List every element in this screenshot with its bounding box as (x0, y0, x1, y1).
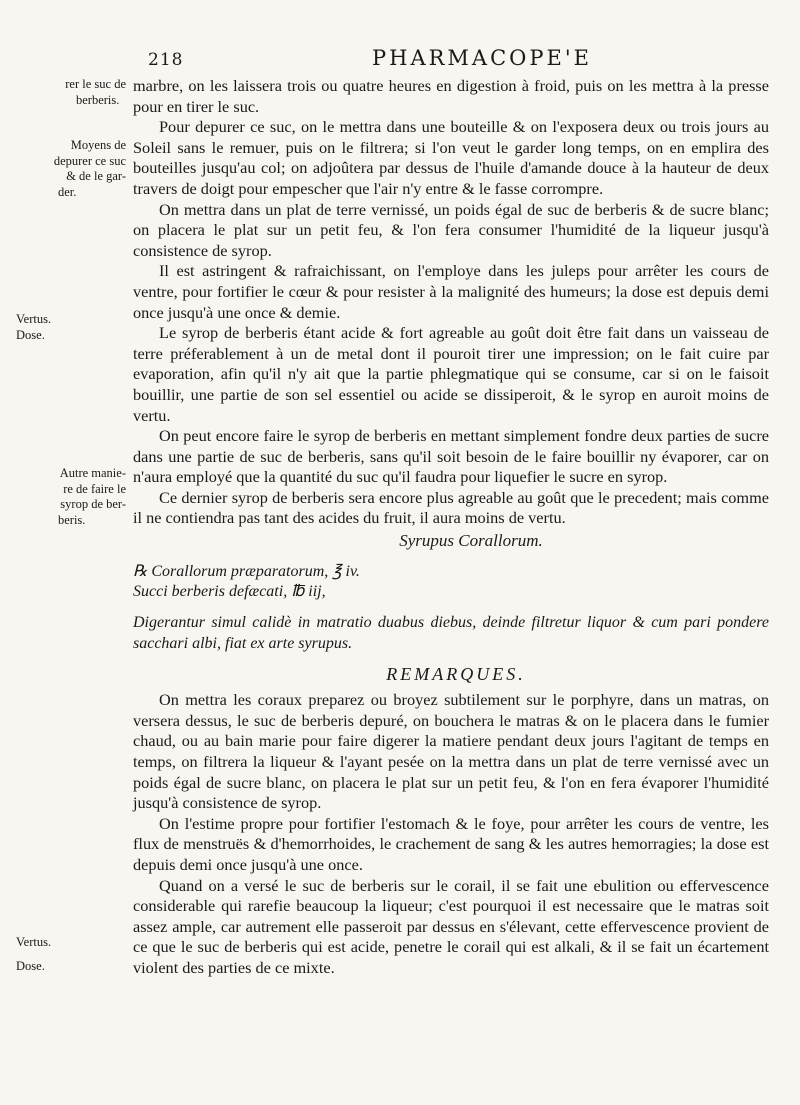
margin-note-line: beris. (58, 512, 86, 527)
recipe-line: Succi berberis defæcati, ℔ iij, (133, 582, 326, 600)
margin-note-line: re de faire le (63, 481, 126, 496)
paragraph: Le syrop de berberis étant acide & fort agreable au goût doit être fait dans un vaisseau de terre préferablement à un de metal dont il pouroit tirer une impression; on le fait cuire par evaporation, afin qu'il n'y ait que la partie phlegmatique qui se consume, car si on le faisoit bouillir, une partie de son sel essentiel ou acide se dissiperoit, & le syrop en auroit moins de vertu. (133, 323, 769, 425)
margin-note-autre-maniere (16, 466, 126, 528)
margin-note-line: Dose. (16, 327, 45, 342)
paragraph: On mettra les coraux preparez ou broyez subtilement sur le porphyre, dans un matras, on versera dessus, le suc de berberis depuré, on bouchera le matras & on le placera dans le fumier chaud, ou au bain marie pour faire digerer la matiere pendant deux jours l'agitant de temps en temps, on filtrera la liqueur & l'ayant pesée on la mettra dans un plat de terre vernissé avec un poids égal de sucre blanc, on placera le plat sur un petit feu, & l'on en fera évaporer l'humidité jusqu'à consistence de syrop. (133, 690, 769, 813)
paragraph: Il est astringent & rafraichissant, on l'employe dans les juleps pour arrêter les cours de ventre, pour fortifier le cœur & pour resister à la malignité des humeurs; la dose est depuis demi once jusqu'à une once & demie. (133, 261, 769, 322)
running-head: PHARMACOPE'E (372, 46, 592, 70)
margin-note-line: Vertus. (16, 312, 52, 326)
paragraph: On peut encore faire le syrop de berberis en mettant simplement fondre deux parties de sucre dans une partie de suc de berberis, sans qu'il soit besoin de le faire bouillir ny évaporer, car on n'aura employé que la quantité du suc qu'il faudra pour liquefier le sucre en syrop. (133, 426, 769, 487)
recipe-title: Syrupus Corallorum. (399, 531, 543, 551)
paragraph: Pour depurer ce suc, on le mettra dans une bouteille & on l'exposera deux ou trois jours au Soleil sans le remuer, puis on le filtrera; si l'on veut le garder long temps, on en emplira des bouteilles jusqu'au col; on adjoûtera par dessus de l'huile d'amande douce à la hauteur de deux travers de doigt pour empescher que l'air n'y entre & le fasse corrompre. (133, 117, 769, 198)
recipe-line: ℞ Corallorum præparatorum, ℥ iv. (133, 562, 360, 580)
paragraph: Ce dernier syrop de berberis sera encore plus agreable au goût que le precedent; mais comme il ne contiendra pas tant des acides du fruit, il aura moins de vertu. (133, 487, 769, 528)
paragraph: Quand on a versé le suc de berberis sur le corail, il se fait une ebulition ou effervescence considerable qui rarefie beaucoup la liqueur; c'est pourquoi il est necessaire que le matras soit assez ample, car autrement elle passeroit par dessus en s'élevant, cette effervescence provient de ce que le suc de berberis qui est acide, penetre le corail qui est alkali, & il se fait un écartement violent des parties de ce mixte. (133, 875, 769, 977)
margin-note-line: berberis. (76, 92, 120, 107)
recipe-ingredients (133, 562, 769, 602)
margin-note-line: syrop de ber- (60, 497, 126, 511)
margin-notes (0, 0, 132, 1105)
margin-note-line: Autre manie- (59, 466, 126, 480)
margin-note-line: & de le gar- (66, 169, 126, 183)
margin-note-line: depurer ce suc (53, 153, 126, 168)
margin-note-vertus-dose-1 (0, 312, 126, 343)
margin-note-berberis (16, 77, 126, 108)
margin-note-depurer (16, 138, 126, 200)
body-text (133, 76, 769, 979)
margin-note-line: Dose. (16, 959, 45, 973)
margin-note-vertus-dose-2 (0, 930, 126, 978)
margin-note-line: rer le suc de (65, 77, 126, 91)
margin-note-line: der. (58, 184, 77, 199)
section-heading: REMARQUES. (386, 663, 526, 684)
margin-note-line: Vertus. (16, 935, 52, 949)
paragraph: On mettra dans un plat de terre vernissé, un poids égal de suc de berberis & de sucre blanc; on placera le plat sur un petit feu, & l'on fera consumer l'humidité de la liqueur jusqu'à consistence de syrop. (133, 199, 769, 260)
paragraph: marbre, on les laissera trois ou quatre heures en digestion à froid, puis on les mettra à la presse pour en tirer le suc. (133, 76, 769, 116)
margin-note-line: Moyens de (70, 138, 126, 152)
page-number: 218 (148, 50, 184, 70)
paragraph: On l'estime propre pour fortifier l'estomach & le foye, pour arrêter les cours de ventre, les flux de menstruës & d'hemorrhoides, le crachement de sang & les autres hemorragies; la dose est depuis demi once jusqu'à une once. (133, 813, 769, 874)
recipe-formula: Digerantur simul calidè in matratio duabus diebus, deinde filtretur liquor & cum pari pondere sacchari albi, fiat ex arte syrupus. (133, 613, 769, 652)
